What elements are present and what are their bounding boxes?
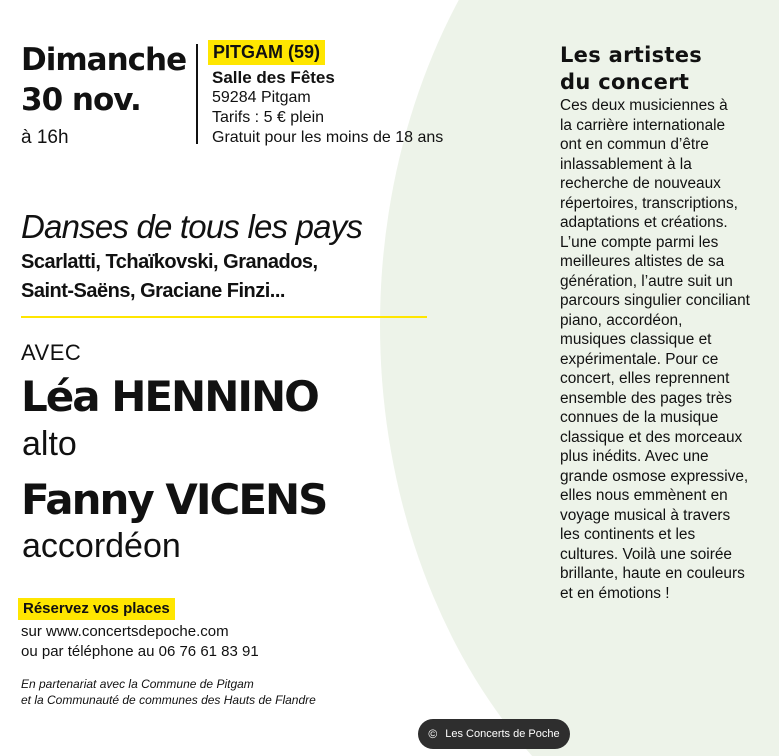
description-line: meilleures altistes de sa bbox=[560, 253, 725, 270]
program-title: Danses de tous les pays bbox=[21, 208, 363, 245]
venue-badge: PITGAM (59) bbox=[208, 40, 325, 65]
event-day: Dimanche bbox=[21, 42, 187, 78]
description-line: voyage musical à travers bbox=[560, 506, 731, 524]
description-line: adaptations et créations. bbox=[560, 214, 728, 231]
description-line: brillante, haute en couleurs bbox=[560, 565, 745, 582]
booking-phone[interactable]: ou par téléphone au 06 76 61 83 91 bbox=[21, 643, 259, 660]
artist-1-role: alto bbox=[22, 425, 77, 463]
description-line: connues de la musique bbox=[560, 409, 719, 426]
description-line: classique et des morceaux bbox=[560, 428, 743, 446]
venue-free-note: Gratuit pour les moins de 18 ans bbox=[212, 129, 444, 146]
vertical-divider bbox=[196, 44, 198, 144]
event-date bbox=[21, 40, 186, 152]
artists-title-line-2: du concert bbox=[560, 70, 690, 94]
credit-badge[interactable] bbox=[418, 719, 570, 749]
credit-label: Les Concerts de Poche bbox=[445, 728, 560, 740]
event-time: à 16h bbox=[21, 127, 69, 148]
partners-line-2: et la Communauté de communes des Hauts de Flandre bbox=[21, 693, 316, 707]
composers-line-1: Scarlatti, Tchaïkovski, Granados, bbox=[21, 251, 318, 273]
description-line: expérimentale. Pour ce bbox=[560, 350, 719, 368]
venue-price: Tarifs : 5 € plein bbox=[212, 109, 325, 126]
yellow-divider bbox=[21, 316, 427, 318]
artist-2-role: accordéon bbox=[22, 527, 181, 565]
artist-1-name: Léa HENNINO bbox=[21, 372, 318, 421]
event-date-number: 30 nov. bbox=[21, 82, 141, 118]
description-line: plus inédits. Avec une bbox=[560, 448, 709, 465]
artists-description bbox=[560, 96, 774, 603]
composers-line-2: Saint-Saëns, Graciane Finzi... bbox=[21, 280, 285, 302]
description-line: recherche de nouveaux bbox=[560, 175, 721, 192]
venue-hall: Salle des Fêtes bbox=[212, 68, 335, 87]
description-line: L’une compte parmi les bbox=[560, 233, 719, 251]
booking-badge: Réservez vos places bbox=[18, 598, 175, 620]
artists-section bbox=[560, 42, 774, 603]
program bbox=[21, 206, 441, 306]
description-line: musiques classique et bbox=[560, 331, 712, 348]
description-line: et en émotions ! bbox=[560, 584, 670, 602]
description-line: concert, elles reprennent bbox=[560, 370, 730, 387]
booking-info bbox=[18, 598, 259, 662]
artist-2-name: Fanny VICENS bbox=[21, 475, 327, 524]
description-line: piano, accordéon, bbox=[560, 311, 683, 329]
description-line: répertoires, transcriptions, bbox=[560, 194, 738, 212]
description-line: grande osmose expressive, bbox=[560, 467, 749, 485]
performers-intro: AVEC bbox=[21, 340, 82, 365]
description-line: elles nous emmènent en bbox=[560, 487, 728, 504]
description-line: cultures. Voilà une soirée bbox=[560, 545, 732, 563]
venue-address: 59284 Pitgam bbox=[212, 89, 311, 106]
venue-info bbox=[208, 40, 443, 148]
description-line: la carrière internationale bbox=[560, 116, 726, 134]
copyright-icon: © bbox=[428, 727, 438, 741]
description-line: Ces deux musiciennes à bbox=[560, 97, 728, 114]
description-line: les continents et les bbox=[560, 526, 696, 543]
description-line: parcours singulier conciliant bbox=[560, 292, 750, 309]
description-line: inlassablement à la bbox=[560, 155, 692, 173]
partners-line-1: En partenariat avec la Commune de Pitgam bbox=[21, 677, 254, 691]
description-line: génération, l’autre suit un bbox=[560, 272, 733, 290]
description-line: ont en commun d’être bbox=[560, 136, 709, 153]
description-line: ensemble des pages très bbox=[560, 389, 732, 407]
booking-web[interactable]: sur www.concertsdepoche.com bbox=[21, 623, 229, 640]
partners-note bbox=[21, 676, 316, 708]
artists-title-line-1: Les artistes bbox=[560, 43, 703, 67]
